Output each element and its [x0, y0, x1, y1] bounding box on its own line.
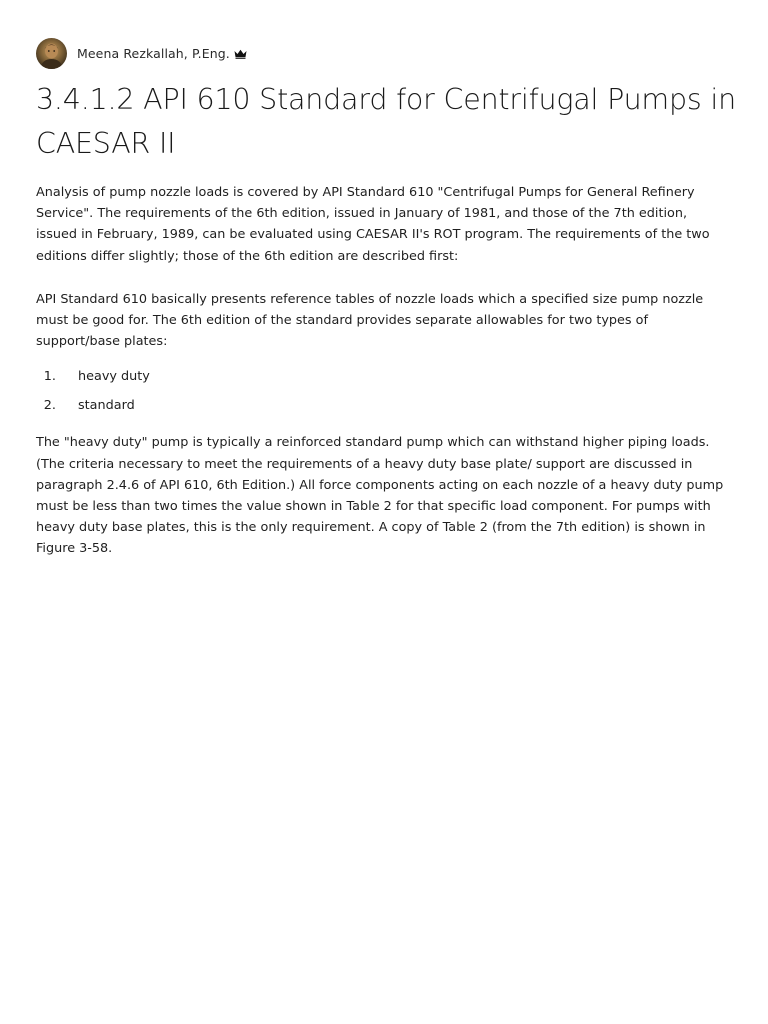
paragraph-intro: Analysis of pump nozzle loads is covered by API Standard 610 "Centrifugal Pumps for General Refinery Service". The requirements of the 6th edition, issued in January of 1981, and those of the 7th edition, issued in February, 1989, can be evaluated using CAESAR II's ROT program. The requirements of the two editions differ slightly; those of the 6th edition are described first: [36, 185, 710, 264]
list-item [36, 395, 732, 424]
author-name[interactable]: Meena Rezkallah, P.Eng. [77, 45, 230, 61]
page-title: 3.4.1.2 API 610 Standard for Centrifugal Pumps in CAESAR II [36, 83, 736, 160]
list-item [36, 366, 732, 395]
list-item-number: 2. [43, 398, 56, 414]
paragraph-heavy-duty: The "heavy duty" pump is typically a reinforced standard pump which can withstand higher piping loads. (The criteria necessary to meet the requirements of a heavy duty base plate/ support are discussed in paragraph 2.4.6 of API 610, 6th Edition.) All force components acting on each nozzle of a heavy duty pump must be less than two times the value shown in Table 2 for that specific load component. For pumps with heavy duty base plates, this is the only requirement. A copy of Table 2 (from the 7th edition) is shown in Figure 3-58. [36, 435, 724, 557]
author-header [36, 37, 247, 69]
base-plate-types-list [36, 366, 732, 424]
list-item-text: heavy duty [78, 369, 150, 385]
document-body [36, 182, 732, 560]
crown-icon [234, 44, 247, 63]
paragraph-reference-tables: API Standard 610 basically presents reference tables of nozzle loads which a specified size pump nozzle must be good for. The 6th edition of the standard provides separate allowables for two types of support/base plates: [36, 291, 704, 350]
avatar[interactable] [36, 38, 67, 69]
list-item-text: standard [78, 398, 135, 414]
list-item-number: 1. [43, 369, 56, 385]
